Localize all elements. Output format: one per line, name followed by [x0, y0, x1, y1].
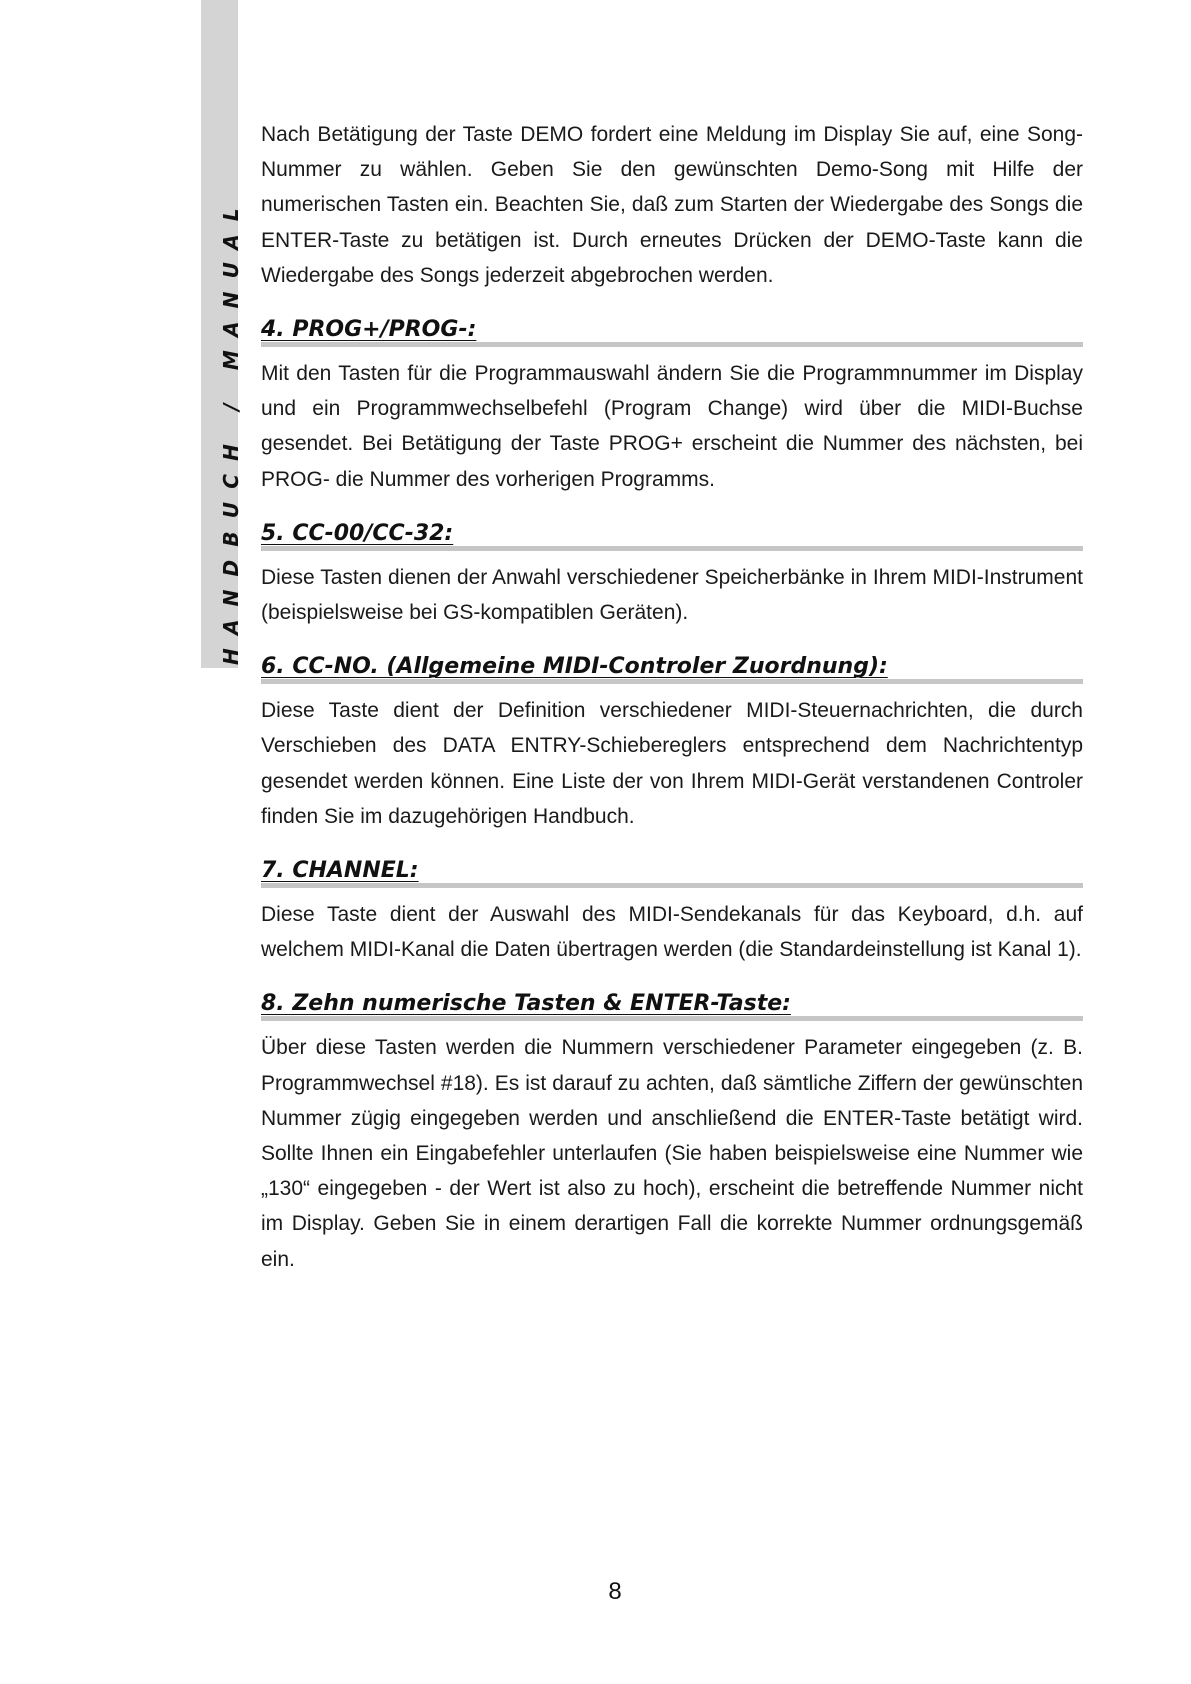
- section-heading: [261, 856, 1083, 890]
- paragraph-prog: Mit den Tasten für die Programmauswahl ändern Sie die Programmnummer im Display und ein Programmwechselbefehl (Program Change) wird über die MIDI-Buchse gesendet. Bei Betätigung der Taste PROG+ erscheint die Nummer des nächsten, bei PROG- die Nummer des vorherigen Programms.: [261, 362, 1083, 491]
- section-cc-no: [261, 652, 1083, 834]
- heading-channel: 7. CHANNEL:: [261, 858, 419, 884]
- section-heading: [261, 652, 1083, 686]
- sidebar-label: HANDBUCH / MANUAL: [219, 195, 243, 665]
- section-cc00-cc32: [261, 519, 1083, 630]
- paragraph-numeric-keys: Über diese Tasten werden die Nummern verschiedener Parameter eingegeben (z. B. Programmwechsel #18). Es ist darauf zu achten, daß sämtliche Ziffern der gewünschten Nummer zügig eingegeben werden und anschließend die ENTER-Taste betätigt wird. Sollte Ihnen ein Eingabefehler unterlaufen (Sie haben beispielsweise eine Nummer wie „130“ eingegeben - der Wert ist also zu hoch), erscheint die betreffende Nummer nicht im Display. Geben Sie in einem derartigen Fall die korrekte Nummer ordnungsgemäß ein.: [261, 1036, 1083, 1271]
- page-content: [261, 117, 1083, 1277]
- section-numeric-keys: [261, 989, 1083, 1276]
- page-number: 8: [608, 1578, 622, 1605]
- intro-paragraph: Nach Betätigung der Taste DEMO fordert eine Meldung im Display Sie auf, eine Song-Nummer zu wählen. Geben Sie den gewünschten Demo-Song mit Hilfe der numerischen Tasten ein. Beachten Sie, daß zum Starten der Wiedergabe des Songs die ENTER-Taste zu betätigen ist. Durch erneutes Drücken der DEMO-Taste kann die Wiedergabe des Songs jederzeit abgebrochen werden.: [261, 123, 1083, 287]
- heading-cc00-cc32: 5. CC-00/CC-32:: [261, 520, 454, 546]
- section-prog: [261, 315, 1083, 497]
- section-channel: [261, 856, 1083, 967]
- heading-cc-no: 6. CC-NO. (Allgemeine MIDI-Controler Zuordnung):: [261, 654, 888, 680]
- paragraph-cc-no: Diese Taste dient der Definition verschiedener MIDI-Steuernachrichten, die durch Verschieben des DATA ENTRY-Schiebereglers entsprechend dem Nachrichtentyp gesendet werden können. Eine Liste der von Ihrem MIDI-Gerät verstandenen Controler finden Sie im dazugehörigen Handbuch.: [261, 699, 1083, 828]
- section-heading: [261, 519, 1083, 553]
- paragraph-channel: Diese Taste dient der Auswahl des MIDI-Sendekanals für das Keyboard, d.h. auf welchem MIDI-Kanal die Daten übertragen werden (die Standardeinstellung ist Kanal 1).: [261, 903, 1083, 962]
- paragraph-cc00-cc32: Diese Tasten dienen der Anwahl verschiedener Speicherbänke in Ihrem MIDI-Instrument (beispielsweise bei GS-kompatiblen Geräten).: [261, 565, 1083, 625]
- section-heading: [261, 989, 1083, 1023]
- heading-prog: 4. PROG+/PROG-:: [261, 317, 477, 343]
- section-heading: [261, 315, 1083, 349]
- heading-numeric-keys: 8. Zehn numerische Tasten & ENTER-Taste:: [261, 991, 791, 1017]
